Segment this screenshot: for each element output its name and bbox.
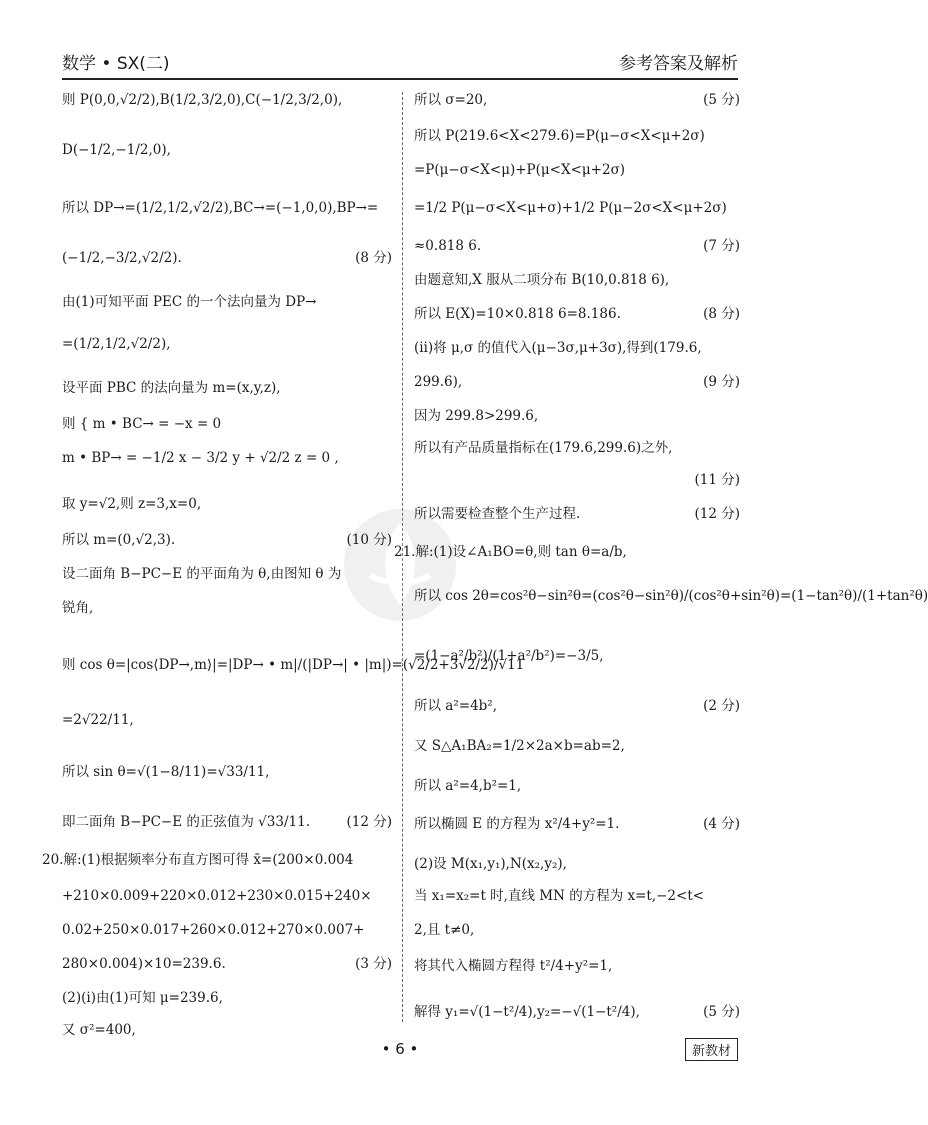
solution-line: 设平面 PBC 的法向量为 m=(x,y,z), bbox=[62, 380, 281, 396]
edition-badge: 新教材 bbox=[685, 1038, 738, 1061]
solution-line: 则 cos θ=|cos⟨DP→,m⟩|=|DP→ • m|/(|DP→| • |m|)=(√2/2+3√2/2)/√11 bbox=[62, 657, 525, 673]
solution-line: 由题意知,X 服从二项分布 B(10,0.818 6), bbox=[414, 272, 670, 288]
solution-line: 所以 sin θ=√(1−8/11)=√33/11, bbox=[62, 764, 270, 780]
solution-line: =(1/2,1/2,√2/2), bbox=[62, 336, 171, 352]
page-number: • 6 • bbox=[381, 1040, 419, 1058]
solution-line: 280×0.004)×10=239.6. (3 分) bbox=[62, 956, 392, 972]
solution-line: 由(1)可知平面 PEC 的一个法向量为 DP→ bbox=[62, 294, 317, 310]
solution-line: 所以椭圆 E 的方程为 x²/4+y²=1. (4 分) bbox=[414, 816, 740, 832]
solution-line: (2)设 M(x₁,y₁),N(x₂,y₂), bbox=[414, 856, 567, 872]
solution-line: (11 分) bbox=[694, 472, 740, 488]
solution-line: 取 y=√2,则 z=3,x=0, bbox=[62, 496, 202, 512]
page-header bbox=[62, 44, 738, 80]
solution-line: 所以 a²=4,b²=1, bbox=[414, 778, 522, 794]
solution-line: 锐角, bbox=[62, 600, 94, 616]
solution-line: ≈0.818 6. (7 分) bbox=[414, 238, 740, 254]
solution-line: 所以 cos 2θ=cos²θ−sin²θ=(cos²θ−sin²θ)/(cos²θ+sin²θ)=(1−tan²θ)/(1+tan²θ) bbox=[414, 588, 928, 604]
solution-line: (ⅱ)将 μ,σ 的值代入(μ−3σ,μ+3σ),得到(179.6, bbox=[414, 340, 702, 356]
solution-line: (2)(ⅰ)由(1)可知 μ=239.6, bbox=[62, 990, 223, 1006]
solution-line: 所以 m=(0,√2,3). (10 分) bbox=[62, 532, 392, 548]
solution-line: 所以 DP→=(1/2,1/2,√2/2),BC→=(−1,0,0),BP→= bbox=[62, 200, 379, 216]
solution-line: 又 S△A₁BA₂=1/2×2a×b=ab=2, bbox=[414, 738, 625, 754]
solution-line: 则 { m • BC→ = −x = 0 bbox=[62, 416, 222, 432]
solution-line: 所以 P(219.6<X<279.6)=P(μ−σ<X<μ+2σ) bbox=[414, 128, 705, 144]
solution-line: 又 σ²=400, bbox=[62, 1022, 136, 1038]
solution-line: 当 x₁=x₂=t 时,直线 MN 的方程为 x=t,−2<t< bbox=[414, 888, 705, 904]
solution-line: 将其代入椭圆方程得 t²/4+y²=1, bbox=[414, 958, 613, 974]
solution-line: 解得 y₁=√(1−t²/4),y₂=−√(1−t²/4), (5 分) bbox=[414, 1004, 740, 1020]
solution-line: 299.6), (9 分) bbox=[414, 374, 740, 390]
solution-line: (−1/2,−3/2,√2/2). (8 分) bbox=[62, 250, 392, 266]
solution-line: =P(μ−σ<X<μ)+P(μ<X<μ+2σ) bbox=[414, 162, 626, 178]
solution-line: 所以有产品质量指标在(179.6,299.6)之外, bbox=[414, 440, 673, 456]
solution-line: +210×0.009+220×0.012+230×0.015+240× bbox=[62, 888, 372, 904]
solution-line: 因为 299.8>299.6, bbox=[414, 408, 539, 424]
solution-line: 设二面角 B−PC−E 的平面角为 θ,由图知 θ 为 bbox=[62, 566, 342, 582]
header-subject: 数学 • SX(二) bbox=[62, 53, 170, 74]
problem-21-heading: 21.解:(1)设∠A₁BO=θ,则 tan θ=a/b, bbox=[394, 544, 627, 560]
solution-line: 所以 a²=4b², (2 分) bbox=[414, 698, 740, 714]
problem-20-heading: 20.解:(1)根据频率分布直方图可得 x̄=(200×0.004 bbox=[42, 852, 354, 868]
solution-line: 所以需要检查整个生产过程. (12 分) bbox=[414, 506, 740, 522]
solution-line: D(−1/2,−1/2,0), bbox=[62, 142, 171, 158]
solution-line: =1/2 P(μ−σ<X<μ+σ)+1/2 P(μ−2σ<X<μ+2σ) bbox=[414, 200, 727, 216]
solution-line: 所以 σ=20, (5 分) bbox=[414, 92, 740, 108]
solution-line: 即二面角 B−PC−E 的正弦值为 √33/11. (12 分) bbox=[62, 814, 392, 830]
solution-line: 则 P(0,0,√2/2),B(1/2,3/2,0),C(−1/2,3/2,0), bbox=[62, 92, 343, 108]
solution-line: m • BP→ = −1/2 x − 3/2 y + √2/2 z = 0 , bbox=[62, 450, 339, 466]
solution-line: 所以 E(X)=10×0.818 6=8.186. (8 分) bbox=[414, 306, 740, 322]
solution-line: 2,且 t≠0, bbox=[414, 922, 475, 938]
solution-line: =(1−a²/b²)/(1+a²/b²)=−3/5, bbox=[414, 648, 604, 664]
solution-line: =2√22/11, bbox=[62, 712, 134, 728]
header-section-title: 参考答案及解析 bbox=[619, 53, 738, 74]
solution-line: 0.02+250×0.017+260×0.012+270×0.007+ bbox=[62, 922, 365, 938]
